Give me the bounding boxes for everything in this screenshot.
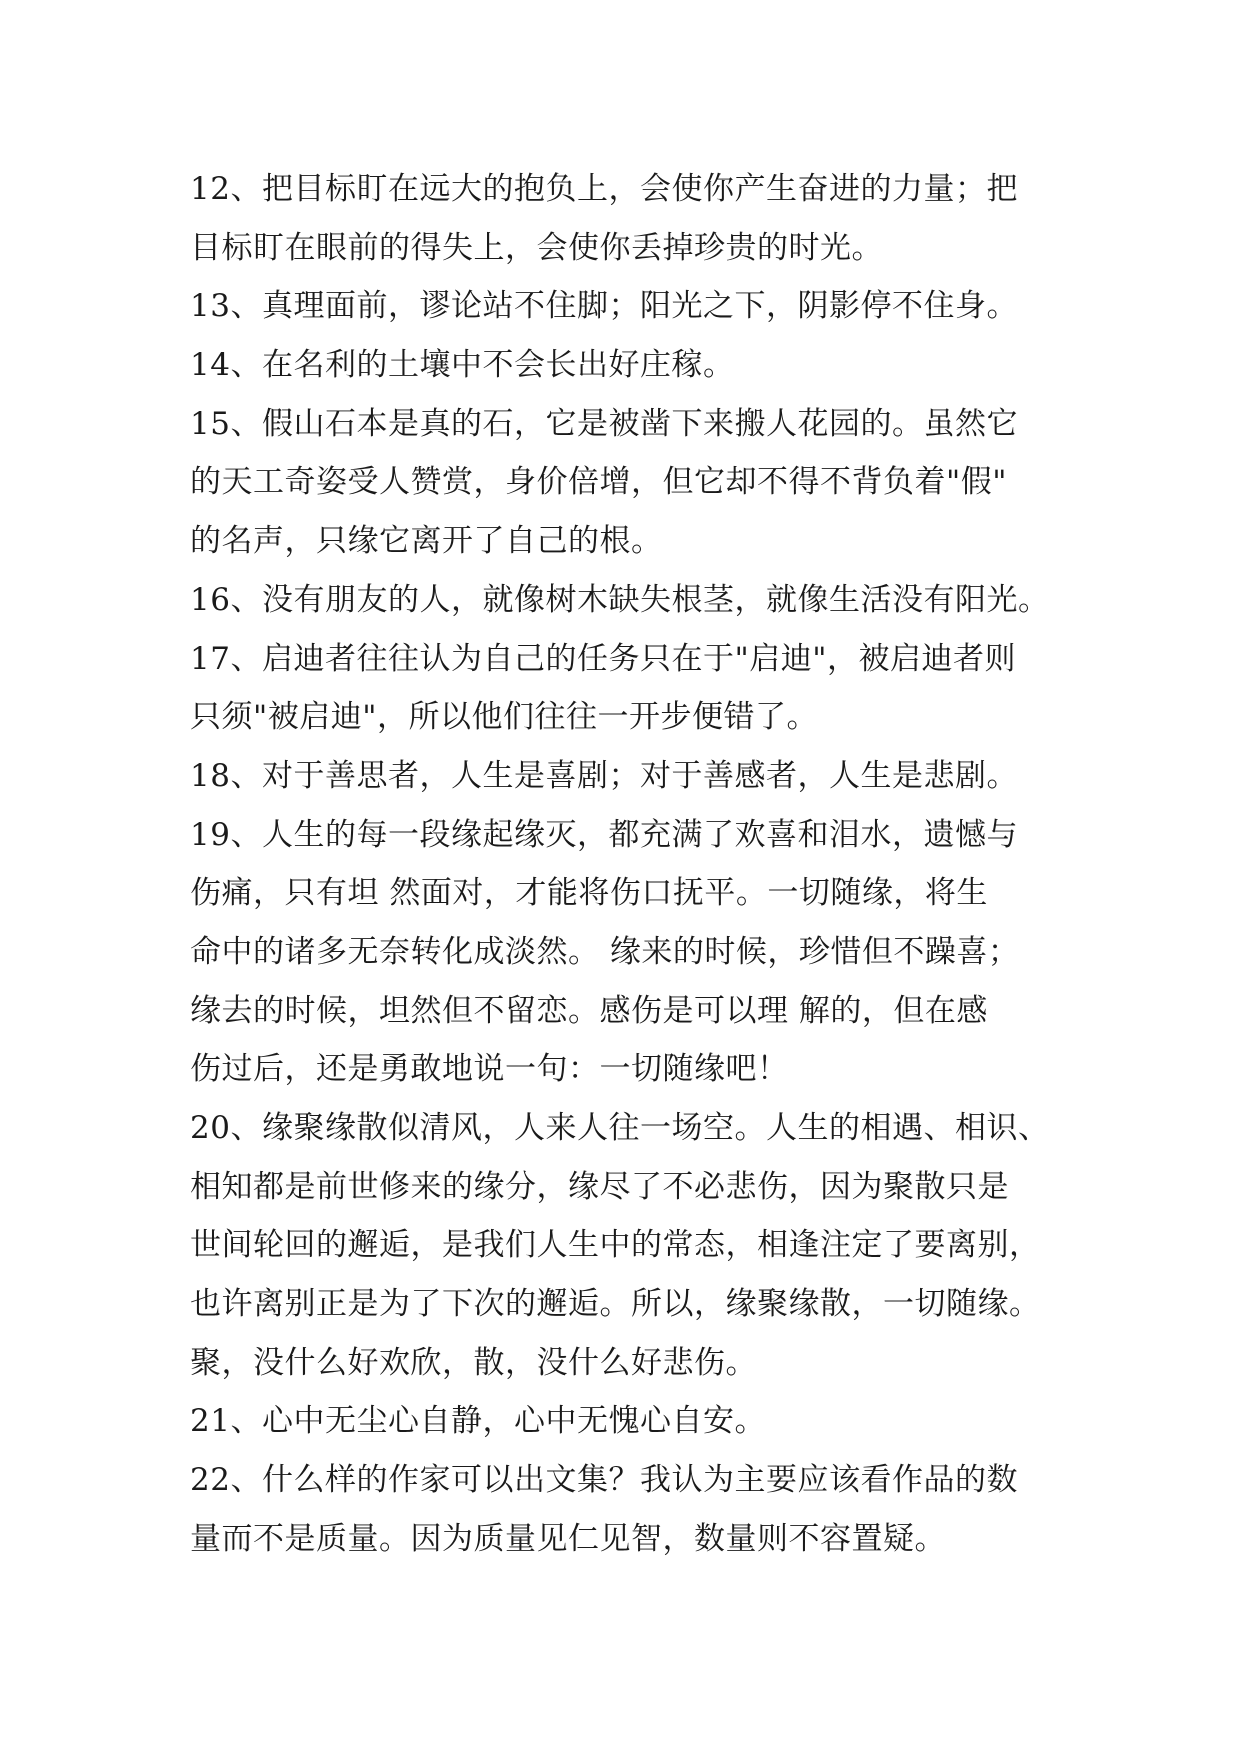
text-line: 相知都是前世修来的缘分，缘尽了不必悲伤，因为聚散只是 bbox=[190, 1168, 1009, 1205]
text-line: 也许离别正是为了下次的邂逅。所以，缘聚缘散，一切随缘。 bbox=[190, 1286, 1041, 1323]
text-line: 命中的诸多无奈转化成淡然。 缘来的时候，珍惜但不躁喜； bbox=[190, 933, 1020, 970]
text-line: 21、心中无尘心自静，心中无愧心自安。 bbox=[190, 1403, 766, 1440]
text-line: 世间轮回的邂逅，是我们人生中的常态，相逢注定了要离别， bbox=[190, 1227, 1041, 1264]
text-line: 19、人生的每一段缘起缘灭，都充满了欢喜和泪水，遗憾与 bbox=[190, 816, 1018, 853]
text-line: 的名声，只缘它离开了自己的根。 bbox=[190, 523, 663, 560]
text-line: 12、把目标盯在远大的抱负上，会使你产生奋进的力量；把 bbox=[190, 171, 1018, 207]
text-line: 量而不是质量。因为质量见仁见智，数量则不容置疑。 bbox=[190, 1520, 946, 1557]
text-line: 20、缘聚缘散似清风，人来人往一场空。人生的相遇、相识、 bbox=[190, 1110, 1050, 1146]
document-body bbox=[190, 160, 1075, 1569]
text-line: 只须"被启迪"，所以他们往往一开步便错了。 bbox=[190, 699, 819, 736]
text-line: 17、启迪者往往认为自己的任务只在于"启迪"，被启迪者则 bbox=[190, 640, 1016, 677]
text-line: 22、什么样的作家可以出文集？我认为主要应该看作品的数 bbox=[190, 1462, 1018, 1499]
text-line: 目标盯在眼前的得失上，会使你丢掉珍贵的时光。 bbox=[190, 229, 883, 266]
text-line: 14、在名利的土壤中不会长出好庄稼。 bbox=[190, 347, 735, 384]
text-line: 聚，没什么好欢欣，散，没什么好悲伤。 bbox=[190, 1344, 757, 1381]
text-line: 缘去的时候，坦然但不留恋。感伤是可以理 解的，但在感 bbox=[190, 992, 988, 1029]
text-line: 伤痛，只有坦 然面对，才能将伤口抚平。一切随缘，将生 bbox=[190, 875, 988, 912]
text-line: 16、没有朋友的人，就像树木缺失根茎，就像生活没有阳光。 bbox=[190, 581, 1050, 618]
text-line: 的天工奇姿受人赞赏，身价倍增，但它却不得不背负着"假" bbox=[190, 464, 1008, 501]
text-line: 15、假山石本是真的石，它是被凿下来搬人花园的。虽然它 bbox=[190, 405, 1018, 442]
text-line: 18、对于善思者，人生是喜剧；对于善感者，人生是悲剧。 bbox=[190, 757, 1018, 794]
text-line: 13、真理面前，谬论站不住脚；阳光之下，阴影停不住身。 bbox=[190, 288, 1018, 325]
text-line: 伤过后，还是勇敢地说一句：一切随缘吧！ bbox=[190, 1051, 789, 1088]
